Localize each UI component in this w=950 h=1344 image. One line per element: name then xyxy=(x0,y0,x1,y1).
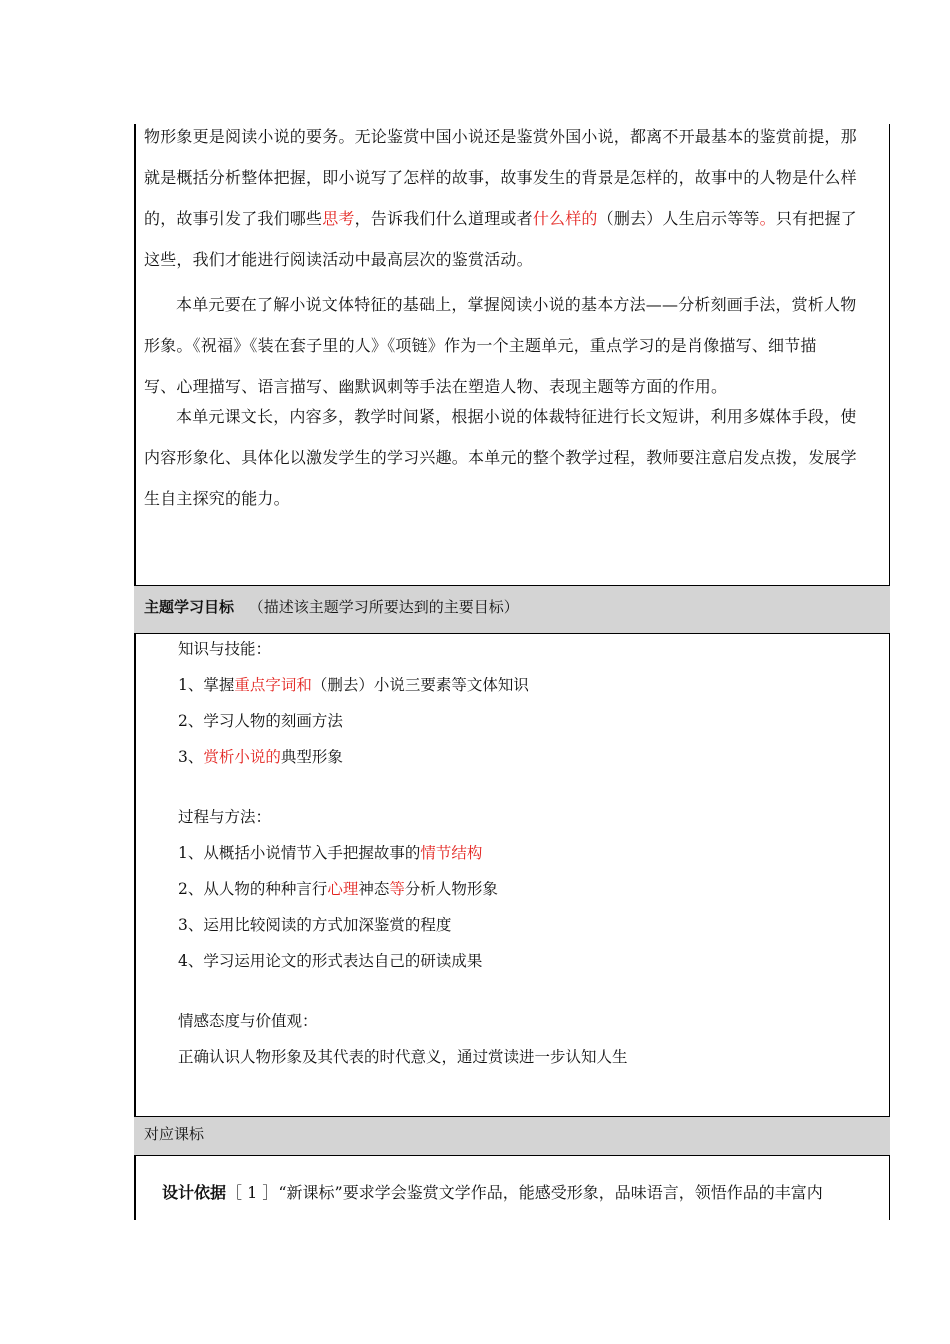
process-item-2 xyxy=(178,877,498,899)
text-run: 1、从概括小说情节入手把握故事的 xyxy=(178,844,421,862)
revision-text: 心理 xyxy=(327,880,359,898)
text-run: 典型形象 xyxy=(280,748,343,766)
emotion-text: 正确认识人物形象及其代表的时代意义，通过赏读进一步认知人生 xyxy=(178,1048,628,1066)
text-run: 分析人物形象 xyxy=(404,880,498,898)
process-item-1 xyxy=(178,841,482,863)
intro-p3-line-2: 内容形象化、具体化以激发学生的学习兴趣。本单元的整个教学过程，教师要注意启发点拨，发展学 xyxy=(144,448,857,467)
revision-text: 情节结构 xyxy=(420,844,483,862)
revision-text: 思考 xyxy=(322,209,355,228)
intro-p2-line-1: 本单元要在了解小说文体特征的基础上，掌握阅读小说的基本方法——分析刻画手法，赏析人物 xyxy=(176,295,857,314)
standards-text: “新课标”要求学会鉴赏文学作品，能感受形象，品味语言，领悟作品的丰富内 xyxy=(278,1183,823,1202)
intro-paragraph-1 xyxy=(144,116,884,280)
revision-text: 赏析小说的 xyxy=(203,748,281,766)
text-run: （删去）人生启示等等 xyxy=(597,209,760,228)
intro-p2-line-2: 形象。《祝福》《装在套子里的人》《项链》作为一个主题单元，重点学习的是肖像描写、细节描 xyxy=(144,336,817,355)
goals-header-title: 主题学习目标 xyxy=(144,598,235,616)
standards-header-row xyxy=(134,1116,890,1156)
goals-header-row xyxy=(134,585,890,634)
revision-text: 。 xyxy=(759,209,776,228)
text-run: 2、从人物的种种言行 xyxy=(178,880,328,898)
intro-p3-line-1: 本单元课文长，内容多，教学时间紧，根据小说的体裁特征进行长文短讲，利用多媒体手段，使 xyxy=(176,407,857,426)
standards-label: 设计依据 xyxy=(162,1183,227,1202)
revision-text: 什么样的 xyxy=(532,209,598,228)
process-title: 过程与方法： xyxy=(178,808,272,826)
process-item-3: 3、运用比较阅读的方式加深鉴赏的程度 xyxy=(178,916,452,934)
intro-p1-line-3 xyxy=(144,198,884,239)
revision-text: 等 xyxy=(389,880,405,898)
standards-ref: ［ 1 ］ xyxy=(226,1183,279,1202)
intro-paragraph-3 xyxy=(144,396,884,519)
text-run: ，告诉我们什么道理或者 xyxy=(354,209,533,228)
text-run: 1、掌握 xyxy=(178,676,235,694)
text-run: 3、 xyxy=(178,748,204,766)
knowledge-item-2: 2、学习人物的刻画方法 xyxy=(178,712,343,730)
standards-basis xyxy=(162,1180,823,1203)
knowledge-item-3 xyxy=(178,745,343,767)
goals-header-desc: （描述该主题学习所要达到的主要目标） xyxy=(248,598,519,616)
text-run: （删去）小说三要素等文体知识 xyxy=(311,676,529,694)
text-run: 神态 xyxy=(358,880,390,898)
intro-p2-line-3: 写、心理描写、语言描写、幽默讽刺等手法在塑造人物、表现主题等方面的作用。 xyxy=(144,377,728,396)
text-run: 的，故事引发了我们哪些 xyxy=(144,209,323,228)
intro-p1-line-4: 这些，我们才能进行阅读活动中最高层次的鉴赏活动。 xyxy=(144,250,533,269)
standards-header-title: 对应课标 xyxy=(144,1125,205,1143)
goals-header xyxy=(144,596,519,617)
intro-paragraph-2 xyxy=(144,284,884,407)
emotion-title: 情感态度与价值观： xyxy=(178,1012,318,1030)
intro-p1-line-2: 就是概括分析整体把握，即小说写了怎样的故事，故事发生的背景是怎样的，故事中的人物是什么样 xyxy=(144,168,857,187)
knowledge-item-1 xyxy=(178,673,529,695)
process-item-4: 4、学习运用论文的形式表达自己的研读成果 xyxy=(178,952,483,970)
text-run: 只有把握了 xyxy=(775,209,857,228)
intro-p1-line-1: 物形象更是阅读小说的要务。无论鉴赏中国小说还是鉴赏外国小说，都离不开最基本的鉴赏前提，那 xyxy=(144,127,857,146)
revision-text: 重点字词和 xyxy=(234,676,312,694)
knowledge-title: 知识与技能： xyxy=(178,640,272,658)
intro-p3-line-3: 生自主探究的能力。 xyxy=(144,489,290,508)
